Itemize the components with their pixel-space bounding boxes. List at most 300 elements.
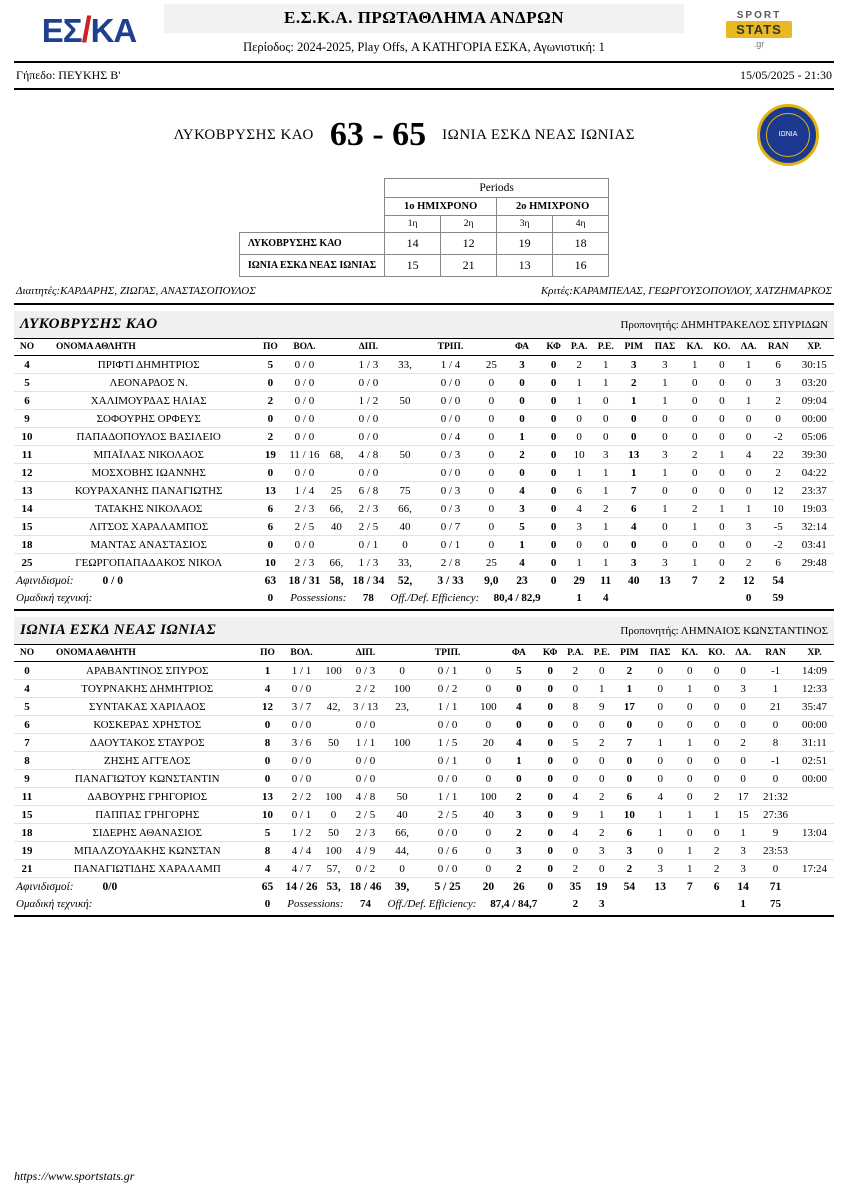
steals: 0 (681, 482, 708, 500)
minutes: 03:20 (795, 374, 834, 392)
col-ra: Ρ.Α. (566, 339, 593, 356)
minutes: 29:48 (795, 554, 834, 572)
three-points: 0 / 0 (421, 464, 481, 482)
table-row[interactable] (14, 788, 834, 806)
rebounds-total: 17 (615, 698, 644, 716)
col-2p: ΔΙΠ. (347, 339, 389, 356)
rebounds-off: 10 (566, 446, 593, 464)
three-point-pct: 0 (477, 662, 499, 680)
table-header-row (14, 339, 834, 356)
no: 9 (14, 410, 40, 428)
fouls: 3 (499, 806, 538, 824)
fouls: 0 (499, 680, 538, 698)
rebounds-off: 4 (562, 788, 589, 806)
blocks: 0 (708, 428, 735, 446)
minutes: 19:03 (795, 500, 834, 518)
points: 0 (257, 410, 283, 428)
two-points: 2 / 5 (347, 518, 389, 536)
assists: 0 (644, 716, 676, 734)
points: 2 (257, 392, 283, 410)
periods-team-name: ΛΥΚΟΒΡΥΣΗΣ ΚΑΟ (239, 233, 384, 255)
rebounds-def: 2 (593, 500, 619, 518)
three-point-pct: 0 (477, 752, 499, 770)
two-point-pct: 40 (387, 806, 418, 824)
turnovers: 1 (736, 392, 762, 410)
efficiency-label: Off./Def. Efficiency: (390, 591, 480, 604)
player-name: ΧΑΛΙΜΟΥΡΔΑΣ ΗΛΙΑΣ (40, 392, 257, 410)
period-score: 12 (441, 233, 497, 255)
steals: 0 (676, 788, 703, 806)
turnovers: 0 (730, 698, 756, 716)
ranking: 22 (762, 446, 795, 464)
table-row[interactable] (14, 518, 834, 536)
table-row[interactable] (14, 860, 834, 878)
rebounds-def: 1 (593, 356, 619, 374)
rebounds-off: 8 (562, 698, 589, 716)
blocks: 0 (708, 356, 735, 374)
free-throw-pct (325, 428, 347, 446)
rebounds-total: 6 (615, 824, 644, 842)
assists: 0 (644, 770, 676, 788)
three-point-pct: 0 (480, 392, 502, 410)
table-row[interactable] (14, 374, 834, 392)
blocks: 0 (703, 734, 730, 752)
col-3p-pct (477, 645, 499, 662)
rebounds-total: 7 (615, 734, 644, 752)
two-points: 3 / 13 (345, 698, 387, 716)
steals: 0 (676, 662, 703, 680)
ranking: 2 (762, 464, 795, 482)
possessions-label: Possessions: (290, 591, 347, 604)
minutes: 12:33 (795, 680, 834, 698)
fouls: 4 (502, 482, 541, 500)
page-header (14, 0, 834, 63)
fouls: 3 (502, 500, 541, 518)
table-row[interactable] (14, 698, 834, 716)
three-points: 1 / 4 (421, 356, 481, 374)
ranking: 21 (756, 698, 795, 716)
free-throws: 0 / 0 (283, 374, 325, 392)
col-ran: RAN (762, 339, 795, 356)
two-point-pct (389, 464, 420, 482)
minutes: 00:00 (795, 716, 834, 734)
away-team-logo (742, 104, 834, 166)
assists: 1 (649, 374, 682, 392)
table-header-row (14, 645, 834, 662)
no: 6 (14, 392, 40, 410)
blocks: 2 (703, 860, 730, 878)
assists: 1 (644, 824, 676, 842)
minutes: 03:41 (795, 536, 834, 554)
rebounds-total: 13 (619, 446, 649, 464)
no: 6 (14, 716, 40, 734)
no: 4 (14, 356, 40, 374)
table-row[interactable] (14, 500, 834, 518)
free-throws: 3 / 6 (281, 734, 323, 752)
rebounds-total: 0 (619, 536, 649, 554)
turnovers: 0 (730, 662, 756, 680)
blocks: 0 (708, 536, 735, 554)
rebounds-def: 1 (593, 464, 619, 482)
rebounds-total: 0 (615, 752, 644, 770)
no: 11 (14, 446, 40, 464)
steals: 1 (681, 554, 708, 572)
no: 15 (14, 806, 40, 824)
ranking: 23:53 (756, 842, 795, 860)
totals-pas: 13 (644, 878, 676, 896)
rebounds-off: 5 (562, 734, 589, 752)
game-datetime: 15/05/2025 - 21:30 (740, 68, 832, 82)
ranking: 1 (756, 680, 795, 698)
blocks: 0 (708, 410, 735, 428)
steals: 0 (681, 428, 708, 446)
three-point-pct: 0 (480, 500, 502, 518)
blocks: 2 (703, 788, 730, 806)
two-points: 2 / 3 (347, 500, 389, 518)
free-throws: 0 / 0 (283, 428, 325, 446)
three-point-pct: 0 (480, 428, 502, 446)
points: 10 (255, 806, 281, 824)
team-foul-ran: 75 (770, 897, 782, 910)
free-throw-pct (325, 356, 347, 374)
venue-row (14, 63, 834, 90)
ranking: -2 (762, 536, 795, 554)
ranking: 9 (756, 824, 795, 842)
totals-ra: 29 (566, 572, 593, 590)
totals-pas: 13 (649, 572, 682, 590)
team-foul-la: 1 (740, 897, 746, 910)
rebounds-off: 0 (566, 428, 593, 446)
ranking: 21:32 (756, 788, 795, 806)
turnovers: 0 (736, 482, 762, 500)
fouls-received: 0 (542, 356, 566, 374)
fouls-received: 0 (538, 734, 562, 752)
ranking: 6 (762, 356, 795, 374)
turnovers: 0 (736, 428, 762, 446)
three-points: 0 / 3 (421, 482, 481, 500)
steals: 1 (676, 680, 703, 698)
assists: 3 (649, 554, 682, 572)
two-point-pct (389, 428, 420, 446)
free-throw-pct (323, 716, 345, 734)
page-subtitle: Περίοδος: 2024-2025, Play Offs, Α ΚΑΤΗΓΟΡΙΑ ΕΣΚΑ, Αγωνιστική: 1 (243, 40, 605, 54)
free-throw-pct (325, 410, 347, 428)
rebounds-off: 0 (562, 716, 589, 734)
turnovers: 3 (736, 518, 762, 536)
home-team-coach: Προπονητής: ΔΗΜΗΤΡΑΚΕΛΟΣ ΣΠΥΡΙΔΩΝ (620, 319, 828, 331)
player-name: ΠΡΙΦΤΙ ΔΗΜΗΤΡΙΟΣ (40, 356, 257, 374)
table-row[interactable] (14, 446, 834, 464)
two-points: 2 / 5 (345, 806, 387, 824)
totals-re: 11 (593, 572, 619, 590)
table-row[interactable] (14, 410, 834, 428)
header-center (164, 4, 684, 55)
period-q3: 3η (497, 216, 553, 233)
totals-ft-pct: 53, (323, 878, 345, 896)
totals-re: 19 (589, 878, 615, 896)
free-throws: 0 / 0 (283, 410, 325, 428)
scoreline (14, 90, 834, 172)
table-row[interactable] (14, 428, 834, 446)
no: 11 (14, 788, 40, 806)
table-row[interactable] (14, 716, 834, 734)
col-re: Ρ.Ε. (589, 645, 615, 662)
col-pas: ΠΑΣ (644, 645, 676, 662)
fouls: 0 (502, 410, 541, 428)
no: 18 (14, 824, 40, 842)
blocks: 0 (703, 770, 730, 788)
period-q1: 1η (385, 216, 441, 233)
fouls: 2 (499, 788, 538, 806)
table-row[interactable] (14, 554, 834, 572)
three-points: 0 / 0 (418, 716, 478, 734)
fouls: 1 (502, 428, 541, 446)
free-throw-pct: 50 (323, 734, 345, 752)
minutes: 31:11 (795, 734, 834, 752)
assists: 0 (649, 518, 682, 536)
fouls-received: 0 (538, 716, 562, 734)
totals-kl: 7 (681, 572, 708, 590)
totals-2p: 18 / 46 (345, 878, 387, 896)
free-throw-pct: 100 (323, 662, 345, 680)
two-point-pct: 50 (387, 788, 418, 806)
points: 12 (255, 698, 281, 716)
fouls-received: 0 (542, 374, 566, 392)
assists: 0 (644, 680, 676, 698)
player-name: ΠΑΝΑΓΙΩΤΙΔΗΣ ΧΑΡΑΛΑΜΠ (40, 860, 255, 878)
three-point-pct: 0 (480, 536, 502, 554)
steals: 0 (676, 752, 703, 770)
three-points: 0 / 0 (418, 860, 478, 878)
totals-ra: 35 (562, 878, 589, 896)
totals-ft: 14 / 26 (281, 878, 323, 896)
rebounds-off: 4 (562, 824, 589, 842)
free-throw-pct: 40 (325, 518, 347, 536)
steals: 0 (681, 374, 708, 392)
rebounds-def: 1 (593, 518, 619, 536)
fouls: 5 (499, 662, 538, 680)
col-kl: ΚΛ. (676, 645, 703, 662)
periods-team-name: ΙΩΝΙΑ ΕΣΚΔ ΝΕΑΣ ΙΩΝΙΑΣ (239, 255, 384, 277)
sportstats-logo-gr: .gr (753, 39, 765, 49)
turnovers: 2 (736, 554, 762, 572)
rebounds-def: 1 (593, 554, 619, 572)
col-rim: ΡΙΜ (619, 339, 649, 356)
free-throw-pct: 57, (323, 860, 345, 878)
minutes: 09:04 (795, 392, 834, 410)
assists: 0 (649, 410, 682, 428)
free-throw-pct: 66, (325, 554, 347, 572)
turnovers: 17 (730, 788, 756, 806)
player-name: ΔΑΒΟΥΡΗΣ ΓΡΗΓΟΡΙΟΣ (40, 788, 255, 806)
totals-3p-pct: 9,0 (480, 572, 502, 590)
rebounds-total: 2 (619, 374, 649, 392)
three-points: 1 / 1 (418, 788, 478, 806)
table-row[interactable] (14, 824, 834, 842)
totals-ko: 2 (708, 572, 735, 590)
points: 13 (255, 788, 281, 806)
footer-url[interactable]: https://www.sportstats.gr (14, 1169, 135, 1183)
three-points: 0 / 0 (421, 410, 481, 428)
free-throws: 0 / 1 (281, 806, 323, 824)
officials-row (14, 277, 834, 305)
three-point-pct: 0 (477, 824, 499, 842)
ranking: 27:36 (756, 806, 795, 824)
table-row[interactable] (14, 662, 834, 680)
col-ra: Ρ.Α. (562, 645, 589, 662)
three-points: 0 / 2 (418, 680, 478, 698)
minutes (795, 806, 834, 824)
col-po: ΠΟ (257, 339, 283, 356)
three-point-pct: 0 (480, 482, 502, 500)
home-boxscore-table (14, 339, 834, 606)
two-points: 4 / 8 (347, 446, 389, 464)
minutes: 23:37 (795, 482, 834, 500)
no: 13 (14, 482, 40, 500)
three-points: 0 / 0 (421, 374, 481, 392)
team-foul-label: Ομαδική τεχνική: (16, 591, 93, 604)
fouls-received: 0 (538, 824, 562, 842)
assists: 0 (649, 428, 682, 446)
period-score: 18 (553, 233, 609, 255)
player-name: ΚΟΣΚΕΡΑΣ ΧΡΗΣΤΟΣ (40, 716, 255, 734)
fouls-received: 0 (538, 752, 562, 770)
steals: 1 (676, 734, 703, 752)
rebounds-off: 2 (562, 662, 589, 680)
table-row[interactable] (14, 464, 834, 482)
two-points: 1 / 2 (347, 392, 389, 410)
steals: 2 (681, 446, 708, 464)
period-score: 13 (497, 255, 553, 277)
rebounds-def: 0 (589, 716, 615, 734)
turnovers: 3 (730, 860, 756, 878)
player-name: ΚΟΥΡΑΧΑΝΗΣ ΠΑΝΑΓΙΩΤΗΣ (40, 482, 257, 500)
totals-2p-pct: 52, (389, 572, 420, 590)
totals-label: Αφινιδισμοί: (16, 881, 74, 893)
table-row[interactable] (14, 842, 834, 860)
totals-po: 65 (255, 878, 281, 896)
period-half-2: 2ο ΗΜΙΧΡΟΝΟ (497, 198, 609, 216)
free-throw-pct: 100 (323, 788, 345, 806)
ranking: 10 (762, 500, 795, 518)
fouls: 2 (502, 446, 541, 464)
table-row[interactable] (14, 536, 834, 554)
blocks: 0 (703, 716, 730, 734)
steals: 0 (676, 716, 703, 734)
free-throw-pct (325, 536, 347, 554)
two-points: 1 / 3 (347, 356, 389, 374)
possessions-value: 78 (362, 591, 374, 604)
free-throw-pct: 68, (325, 446, 347, 464)
team-foul-re: 3 (598, 897, 605, 910)
table-row[interactable] (14, 770, 834, 788)
two-point-pct: 75 (389, 482, 420, 500)
two-point-pct (387, 770, 418, 788)
three-points: 1 / 5 (418, 734, 478, 752)
three-points: 0 / 0 (421, 392, 481, 410)
totals-ran: 71 (756, 878, 795, 896)
away-totals-row (14, 878, 834, 896)
table-row[interactable] (14, 356, 834, 374)
three-point-pct: 20 (477, 734, 499, 752)
ranking: 3 (762, 374, 795, 392)
fouls-received: 0 (542, 518, 566, 536)
no: 12 (14, 464, 40, 482)
fouls-received: 0 (538, 788, 562, 806)
fouls: 4 (499, 734, 538, 752)
rebounds-off: 0 (566, 536, 593, 554)
assists: 0 (644, 698, 676, 716)
col-2p-pct (389, 339, 420, 356)
table-row[interactable] (14, 752, 834, 770)
team-foul-value: 0 (264, 897, 271, 910)
table-row[interactable] (14, 734, 834, 752)
player-name: ΛΙΤΣΟΣ ΧΑΡΑΛΑΜΠΟΣ (40, 518, 257, 536)
turnovers: 0 (730, 752, 756, 770)
fouls-received: 0 (542, 536, 566, 554)
fouls: 3 (499, 842, 538, 860)
fouls-received: 0 (542, 446, 566, 464)
fouls-received: 0 (538, 860, 562, 878)
table-row[interactable] (14, 392, 834, 410)
three-point-pct: 100 (477, 788, 499, 806)
col-xr: ΧΡ. (795, 645, 834, 662)
steals: 0 (676, 770, 703, 788)
efficiency-label: Off./Def. Efficiency: (387, 897, 477, 910)
fouls: 0 (502, 392, 541, 410)
three-points: 0 / 3 (421, 500, 481, 518)
steals: 0 (681, 392, 708, 410)
away-team-title: ΙΩΝΙΑ ΕΣΚΔ ΝΕΑΣ ΙΩΝΙΑΣ (20, 622, 217, 638)
col-xr: ΧΡ. (795, 339, 834, 356)
three-point-pct: 0 (477, 860, 499, 878)
totals-rim: 40 (619, 572, 649, 590)
rebounds-off: 2 (562, 860, 589, 878)
table-row[interactable] (14, 680, 834, 698)
player-name: ΜΠΑΪΛΑΣ ΝΙΚΟΛΑΟΣ (40, 446, 257, 464)
free-throws: 0 / 0 (283, 536, 325, 554)
three-point-pct: 0 (477, 842, 499, 860)
no: 18 (14, 536, 40, 554)
rebounds-off: 3 (566, 518, 593, 536)
away-team-header (14, 617, 834, 645)
two-points: 0 / 2 (345, 860, 387, 878)
sportstats-logo (684, 4, 834, 55)
col-ko: ΚΟ. (703, 645, 730, 662)
turnovers: 0 (730, 716, 756, 734)
fouls: 3 (502, 356, 541, 374)
period-q4: 4η (553, 216, 609, 233)
three-point-pct: 0 (480, 446, 502, 464)
fouls-received: 0 (542, 554, 566, 572)
periods-section (14, 178, 834, 277)
totals-3p: 3 / 33 (421, 572, 481, 590)
eska-logo (14, 4, 164, 55)
final-score: 63 - 65 (329, 116, 427, 153)
fouls-received: 0 (538, 662, 562, 680)
fouls: 1 (502, 536, 541, 554)
table-row[interactable] (14, 482, 834, 500)
fouls-received: 0 (538, 806, 562, 824)
table-row[interactable] (14, 806, 834, 824)
totals-kl: 7 (676, 878, 703, 896)
blocks: 1 (703, 806, 730, 824)
rebounds-def: 0 (593, 410, 619, 428)
col-la: ΛΑ. (736, 339, 762, 356)
minutes: 04:22 (795, 464, 834, 482)
rebounds-total: 1 (619, 464, 649, 482)
blocks: 0 (703, 680, 730, 698)
